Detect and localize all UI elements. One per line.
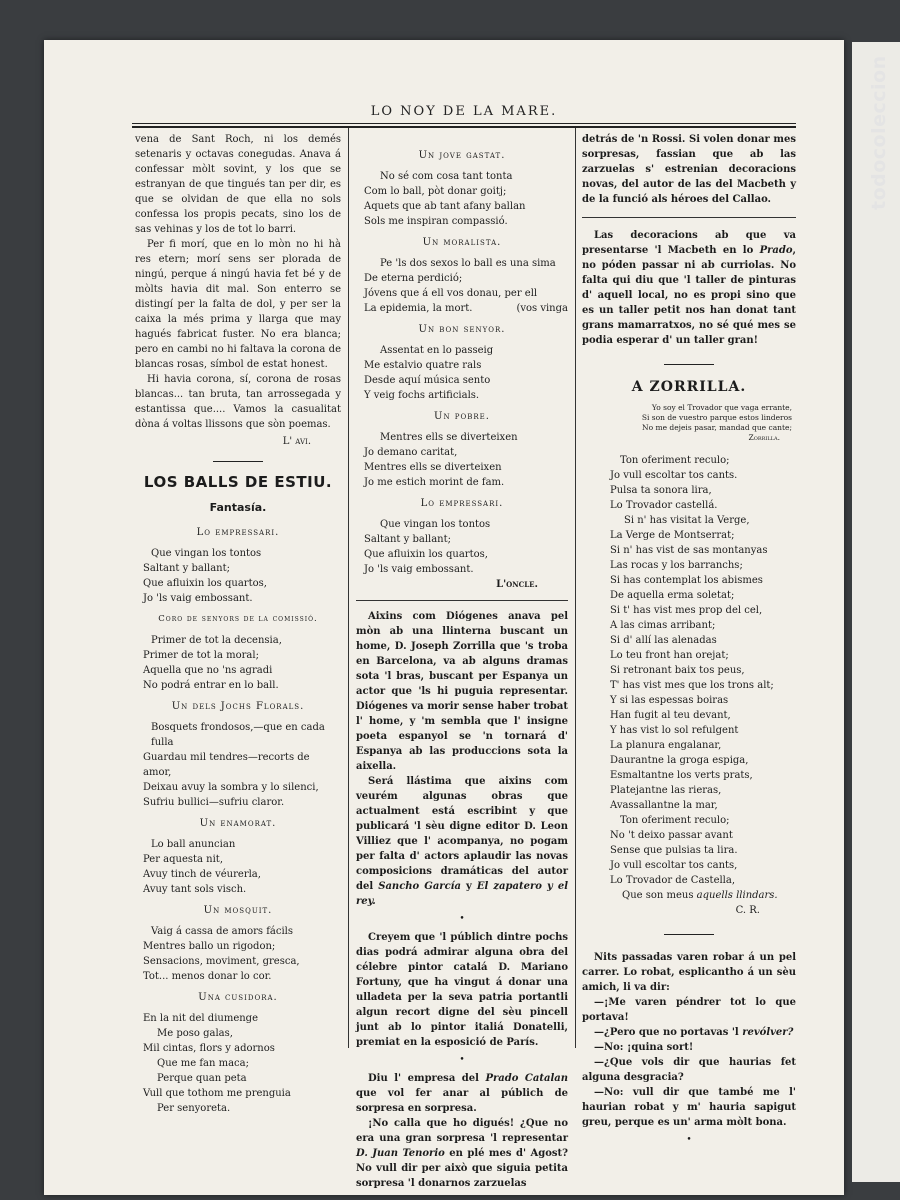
signature: L' avi. [282, 436, 311, 447]
verse-line: No podrá entrar en lo ball. [143, 680, 279, 691]
dots-separator: • [459, 914, 465, 924]
verse-line: Si d' allí las alenadas [610, 635, 717, 646]
poem-signature: C. R. [735, 905, 760, 916]
italic-run: Prado [759, 245, 793, 256]
speaker-heading: Una cusidora. [198, 992, 278, 1003]
text-run: —¿Pero que no portavas 'l [594, 1027, 743, 1038]
verse-line: Me estalvio quatre rals [364, 360, 482, 371]
verse-line: Que vingan los tontos [151, 548, 262, 559]
verse-line: Jo 'ls vaig embossant. [364, 564, 474, 575]
dialogue-line: —No: ¡quina sort! [594, 1042, 694, 1053]
speaker-heading: Un bon senyor. [418, 324, 506, 335]
text-run: , no póden passar ni ab curriolas. No falta qui diu que 'l taller de pinturas d' aquell local, no es propi sino que es un taller petit nos han donat tant grans mamarratxos, no sé qué mes se podia esperar d' un taller gran! [582, 245, 796, 346]
dialogue-line: —No: vull dir que també me l' haurian robat y m' hauria sapigut greu, perque es un' arma mòlt bona. [582, 1087, 796, 1128]
speaker-heading: Un moralista. [422, 237, 502, 248]
news-paragraph: Nits passadas varen robar á un pel carrer. Lo robat, esplicantho á un sèu amich, li va dir: [582, 952, 796, 993]
verse-line: En la nit del diumenge [143, 1013, 258, 1024]
news-paragraph [356, 774, 568, 909]
verse-line: Sensacions, moviment, gresca, [143, 956, 300, 967]
dots-separator: • [686, 1135, 692, 1145]
news-paragraph: detrás de 'n Rossi. Si volen donar mes sorpresas, fassian que ab las zarzuelas s' estrenian decoracions novas, del autor de las del Macbeth y de la funció als héroes del Callao. [582, 134, 796, 205]
header-rule-thick [132, 126, 796, 128]
text-run: en plé mes d' Agost? No vull dir per això que siguia petita sorpresa 'l donarnos zarzuelas [356, 1148, 568, 1189]
signature: L'oncle. [496, 579, 538, 590]
verse-line: Y has vist lo sol refulgent [610, 725, 739, 736]
verse-line: Lo Trovador de Castella, [610, 875, 736, 886]
verse-line: Ton oferiment reculo; [620, 455, 730, 466]
speaker-heading: Un jove gastat. [418, 150, 506, 161]
speaker-heading: Un pobre. [434, 411, 490, 422]
verse-line: Que afluixin los quartos, [143, 578, 267, 589]
verse-line: Bosquets frondosos,—que en cada fulla [151, 722, 325, 748]
verse-aside: (vos vinga [516, 303, 568, 314]
news-paragraph [356, 1071, 568, 1116]
text-run: Diu l' empresa del [368, 1073, 486, 1084]
verse-line: Y veig fochs artificials. [364, 390, 480, 401]
epigraph-signature: Zorrilla. [748, 433, 780, 442]
epigraph-line: Si son de vuestro parque estos linderos [641, 413, 792, 422]
italic-run: Prado Catalan [485, 1073, 569, 1084]
epigraph-line: Yo soy el Trovador que vaga errante, [651, 403, 792, 412]
verse-line: Que afluixin los quartos, [364, 549, 488, 560]
news-paragraph: Aixins com Diógenes anava pel mòn ab una llinterna buscant un home, D. Joseph Zorrilla que 's troba en Barcelona, va ab alguns dramas sota 'l bras, buscant per Espanya un actor que 'ls hi puguia representar. Diógenes va morir sense haber trobat l' home, y 'm sembla que l' insigne poeta espanyol se 'n tornará d' Espanya ab las produccions sota la aixella. [356, 611, 568, 772]
verse-line: Avuy tinch de véurerla, [143, 869, 261, 880]
news-paragraph [356, 1116, 568, 1191]
verse-line: Daurantne la groga espiga, [610, 755, 749, 766]
dots-separator: • [459, 1055, 465, 1065]
verse-line: Lo ball anuncian [151, 839, 236, 850]
dialogue-line: —¿Que vols dir que haurias fet alguna desgracia? [582, 1057, 796, 1083]
verse-line: Jo me estich morint de fam. [364, 477, 505, 488]
verse-line: Desde aquí música sento [364, 375, 491, 386]
verse-line: Vaig á cassa de amors fácils [151, 926, 293, 937]
verse-line: Per aquesta nit, [143, 854, 224, 865]
column-3 [582, 132, 796, 1151]
verse-line: Jo vull escoltar tos cants. [610, 470, 738, 481]
verse-line: Si has contemplat los abismes [610, 575, 763, 586]
italic-run: aquells llindars. [696, 890, 778, 901]
speaker-heading: Coro de senyors de la comissió. [158, 614, 318, 624]
article-subtitle: Fantasía. [209, 501, 267, 514]
italic-run: revólver? [742, 1027, 794, 1038]
verse-line: Aquets que ab tant afany ballan [364, 201, 526, 212]
column-divider-2 [575, 128, 576, 1048]
verse-line: Si n' has vist de sas montanyas [610, 545, 768, 556]
verse-line: Sols me inspiran compassió. [364, 216, 508, 227]
news-paragraph: Creyem que 'l públich dintre pochs dias podrá admirar alguna obra del célebre pintor catalá D. Mariano Fortuny, que ha vingut á donar una ulladeta per la seva patria portantli algun recort digne del sèu pincell junt ab lo pintor italiá Donatelli, premiat en la esposició de París. [356, 932, 568, 1048]
text-run: Que son meus [622, 890, 697, 901]
verse-line: Saltant y ballant; [364, 534, 452, 545]
news-paragraph [582, 228, 796, 348]
verse-line: Mentres ballo un rigodon; [143, 941, 276, 952]
speaker-heading: Un mosquit. [203, 905, 273, 916]
verse-line: Mentres ells se diverteixen [364, 462, 502, 473]
verse-line: Deixau avuy la sombra y lo silenci, [143, 782, 319, 793]
ornament-divider [135, 457, 341, 465]
ornament-divider [582, 930, 796, 938]
italic-run: Sancho García [378, 881, 461, 892]
verse-line: Platejantne las rieras, [610, 785, 722, 796]
verse-line: La planura engalanar, [610, 740, 722, 751]
verse-line: Assentat en lo passeig [380, 345, 494, 356]
verse-line: Si n' has visitat la Verge, [624, 515, 750, 526]
verse-line: Me poso galas, [157, 1028, 233, 1039]
text-run: que vol fer anar al públich de sorpresa en sorpresa. [356, 1088, 568, 1114]
article-paragraph: Per fi morí, que en lo mòn no hi hà res etern; morí sens ser plorada de ningú, perque á ningú havia fet bé y de mòlts havia dit mal. Son enterro se distingí per la falta de dol, y per ser la caixa la més prima y llarga que may hagués fabricat fuster. No era blanca; pero en cambi no hi faltava la corona de blancas rosas, símbol de estat honest. [135, 239, 341, 370]
verse-line [364, 301, 568, 316]
text-run: y [460, 881, 477, 892]
verse-line: Com lo ball, pòt donar goitj; [364, 186, 507, 197]
next-page-edge [852, 42, 900, 1182]
verse-line: Guardau mil tendres—recorts de amor, [143, 752, 310, 778]
verse-line: Primer de tot la moral; [143, 650, 259, 661]
verse-line [622, 888, 796, 903]
verse-line: Esmaltantne los verts prats, [610, 770, 753, 781]
ornament-divider [582, 360, 796, 368]
italic-run: D. Juan Tenorio [356, 1148, 445, 1159]
verse-line: Jóvens que á ell vos donau, per ell [364, 288, 538, 299]
verse-line: De aquella erma soletat; [610, 590, 735, 601]
verse-line: No sé com cosa tant tonta [380, 171, 513, 182]
verse-line: Que vingan los tontos [380, 519, 491, 530]
verse-line: Primer de tot la decensia, [151, 635, 282, 646]
verse-line: Aquella que no 'ns agradi [143, 665, 273, 676]
text-run: Será llástima que aixins com veurém algunas obras que actualment está escribint y que publicará 'l sèu digne editor D. Leon Villiez que l' acompanya, no pogam per falta d' actors aplaudir las novas composicions dramáticas del autor del [356, 776, 568, 892]
verse-line: Avuy tant sols visch. [143, 884, 247, 895]
epigraph-line: No me dejeis pasar, mandad que cante; [642, 423, 792, 432]
verse-line: Han fugit al teu devant, [610, 710, 731, 721]
verse-line: Pulsa ta sonora lira, [610, 485, 712, 496]
dialogue-line: —¡Me varen péndrer tot lo que portava! [582, 997, 796, 1023]
verse-line: Ton oferiment reculo; [620, 815, 730, 826]
verse-line: Pe 'ls dos sexos lo ball es una sima [380, 258, 556, 269]
verse-line: De eterna perdició; [364, 273, 463, 284]
speaker-heading: Un enamorat. [199, 818, 277, 829]
verse-line: Jo demano caritat, [364, 447, 458, 458]
verse-line: Perque quan peta [157, 1073, 247, 1084]
section-rule [582, 217, 796, 218]
column-1 [135, 132, 341, 1116]
verse-line: Que me fan maca; [157, 1058, 249, 1069]
speaker-heading: Lo empressari. [196, 527, 280, 538]
verse-line: Jo 'ls vaig embossant. [143, 593, 253, 604]
verse-line: Tot... menos donar lo cor. [143, 971, 272, 982]
verse-line: Lo teu front han orejat; [610, 650, 729, 661]
verse-line: Si t' has vist mes prop del cel, [610, 605, 763, 616]
verse-line: T' has vist mes que los trons alt; [610, 680, 774, 691]
verse-line: Lo Trovador castellá. [610, 500, 718, 511]
text-run: Las decoracions ab que va presentarse 'l Macbeth en lo [582, 230, 796, 256]
section-rule [356, 600, 568, 601]
verse-line: La Verge de Montserrat; [610, 530, 735, 541]
italic-run: El zapatero y el rey. [356, 881, 568, 907]
verse-line: Mil cintas, flors y adornos [143, 1043, 275, 1054]
verse-line: Y si las espessas boiras [610, 695, 729, 706]
header-rule-thin [132, 123, 796, 124]
dialogue-line [582, 1025, 796, 1040]
page-header: LO NOY DE LA MARE. [370, 104, 558, 119]
watermark: todocoleccion [868, 55, 890, 210]
verse-line: Saltant y ballant; [143, 563, 231, 574]
column-divider-1 [348, 128, 349, 1048]
epigraph [582, 403, 792, 443]
verse-line: Sense que pulsias ta lira. [610, 845, 738, 856]
verse-line: Avassallantne la mar, [610, 800, 718, 811]
poem-body [582, 453, 796, 888]
verse-line: A las cimas arribant; [610, 620, 716, 631]
verse-line: No 't deixo passar avant [610, 830, 733, 841]
speaker-heading: Lo empressari. [420, 498, 504, 509]
verse-line: Per senyoreta. [157, 1103, 231, 1114]
verse-line: Sufriu bullici—sufriu claror. [143, 797, 285, 808]
article-paragraph: vena de Sant Roch, ni los demés setenaris y octavas conegudas. Anava á confessar mòlt sovint, y los que se estranyan de que tingués tan per dir, es que se olvidan de que ella no sols confessa los propis pecats, sino los de sas vehinas y los de tot lo barri. [135, 134, 341, 235]
speaker-heading: Un dels Jochs Florals. [171, 701, 305, 712]
verse-line: Mentres ells se diverteixen [380, 432, 518, 443]
text-run: ¡No calla que ho digués! ¿Que no era una gran sorpresa 'l representar [356, 1118, 568, 1144]
column-2 [356, 132, 568, 1191]
verse-line: Vull que tothom me prenguia [143, 1088, 291, 1099]
article-paragraph: Hi havia corona, sí, corona de rosas blancas... tan bruta, tan arrossegada y estantissa que.... Vamos la casualitat dòna á voltas llissons que sòn poemas. [135, 374, 341, 430]
poem-title: A ZORRILLA. [631, 379, 747, 395]
verse-line: Las rocas y los barranchs; [610, 560, 743, 571]
verse-text: La epidemia, la mort. [364, 303, 473, 314]
verse-line: Jo vull escoltar tos cants, [610, 860, 738, 871]
article-title: LOS BALLS DE ESTIU. [143, 473, 333, 491]
verse-line: Si retronant baix tos peus, [610, 665, 745, 676]
